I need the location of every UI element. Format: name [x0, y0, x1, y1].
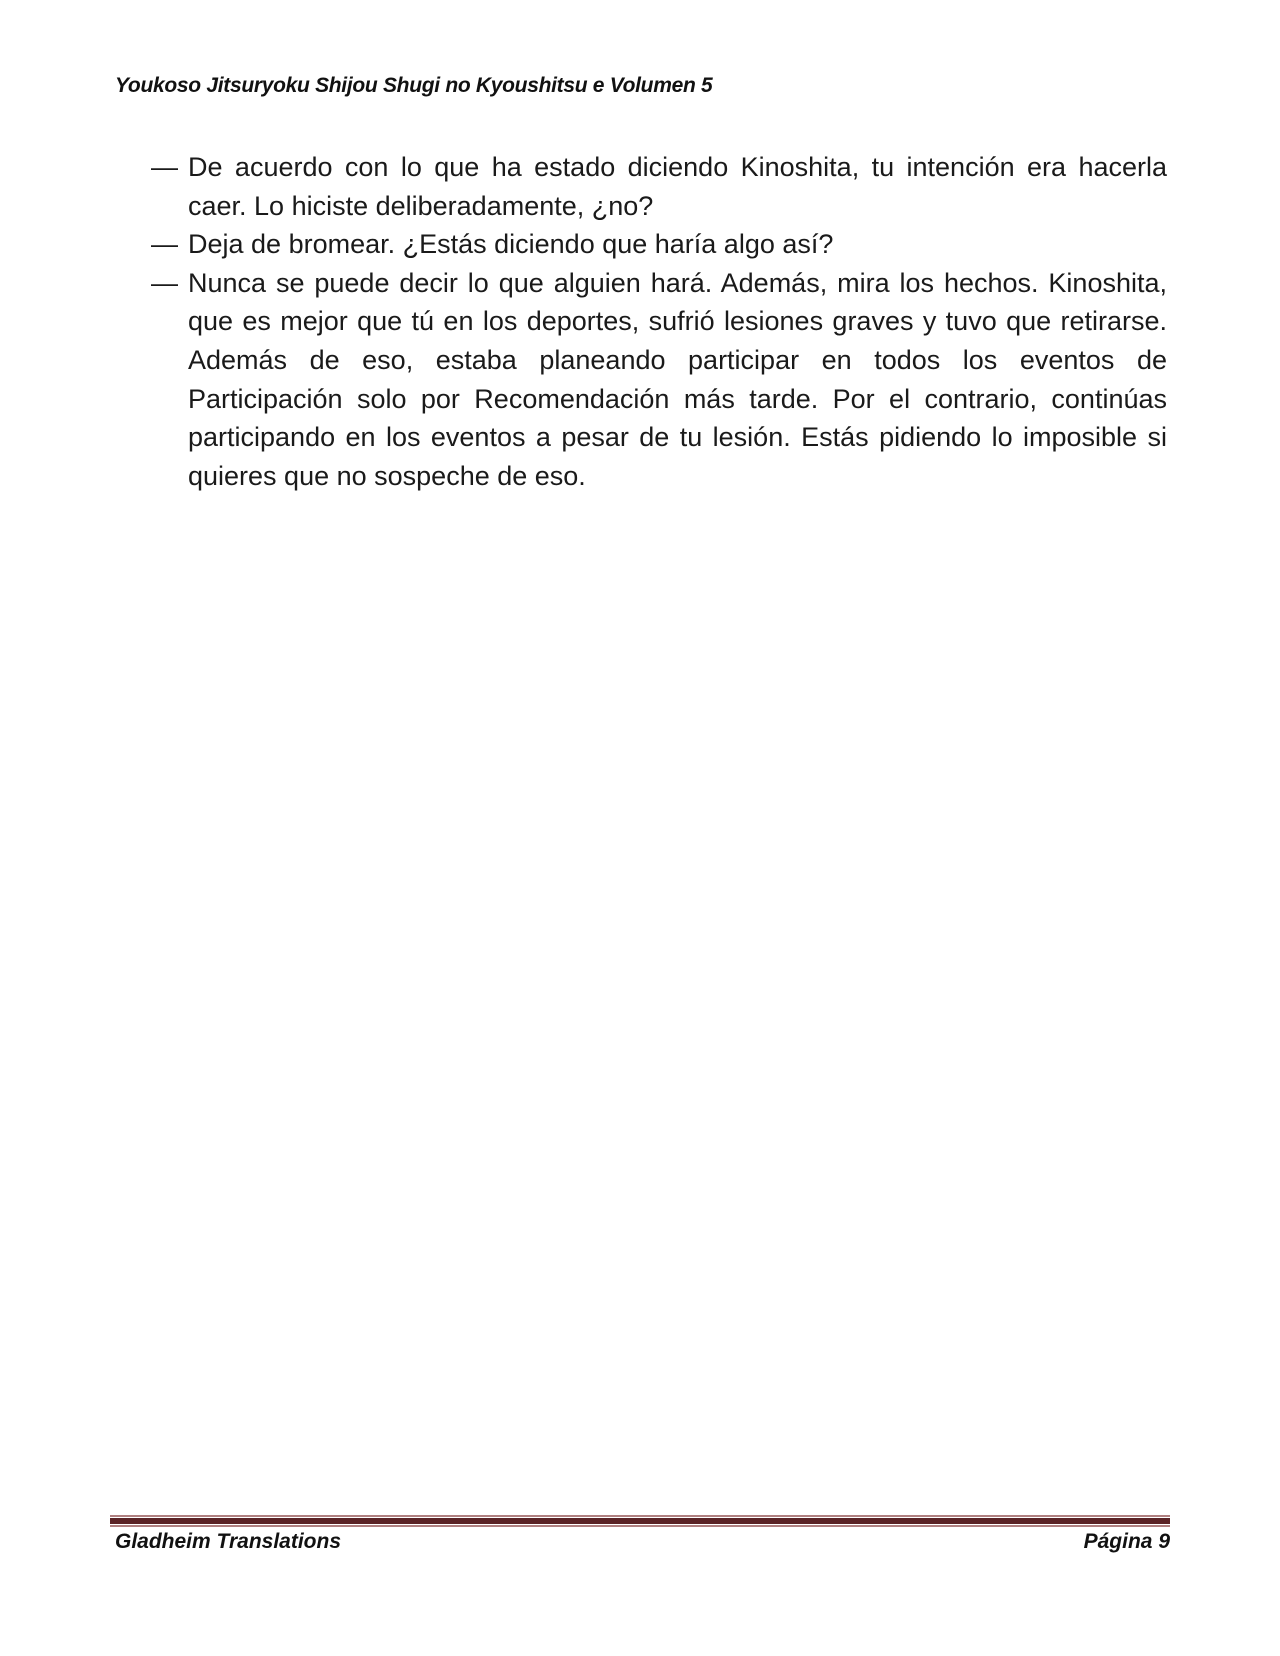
dialogue-text: Nunca se puede decir lo que alguien hará. Además, mira los hechos. Kinoshita, que es mejor que tú en los deportes, sufrió lesiones graves y tuvo que retirarse. Además de eso, estaba planeando participar en todos los eventos de Participación solo por Recomendación más tarde. Por el contrario, continúas participando en los eventos a pesar de tu lesión. Estás pidiendo lo imposible si quieres que no sospeche de eso.: [188, 267, 1167, 491]
document-body: [151, 148, 1167, 495]
dialogue-dash: —: [151, 152, 178, 182]
footer-publisher: Gladheim Translations: [115, 1530, 342, 1553]
footer-page-number: Página 9: [1083, 1530, 1170, 1553]
dialogue-text: De acuerdo con lo que ha estado diciendo Kinoshita, tu intención era hacerla caer. Lo hiciste deliberadamente, ¿no?: [188, 152, 1167, 221]
dialogue-dash: —: [151, 229, 178, 260]
dialogue-dash: —: [151, 267, 178, 298]
dialogue-paragraph: [151, 148, 1167, 225]
footer-rule-top: [110, 1515, 1170, 1517]
dialogue-text: Deja de bromear. ¿Estás diciendo que haría algo así?: [188, 229, 834, 260]
dialogue-paragraph: [151, 225, 1167, 264]
page-header-title: Youkoso Jitsuryoku Shijou Shugi no Kyoushitsu e Volumen 5: [115, 74, 713, 97]
footer-rule: [110, 1518, 1170, 1524]
dialogue-paragraph: [151, 264, 1167, 496]
footer-rule-bottom: [110, 1525, 1170, 1527]
